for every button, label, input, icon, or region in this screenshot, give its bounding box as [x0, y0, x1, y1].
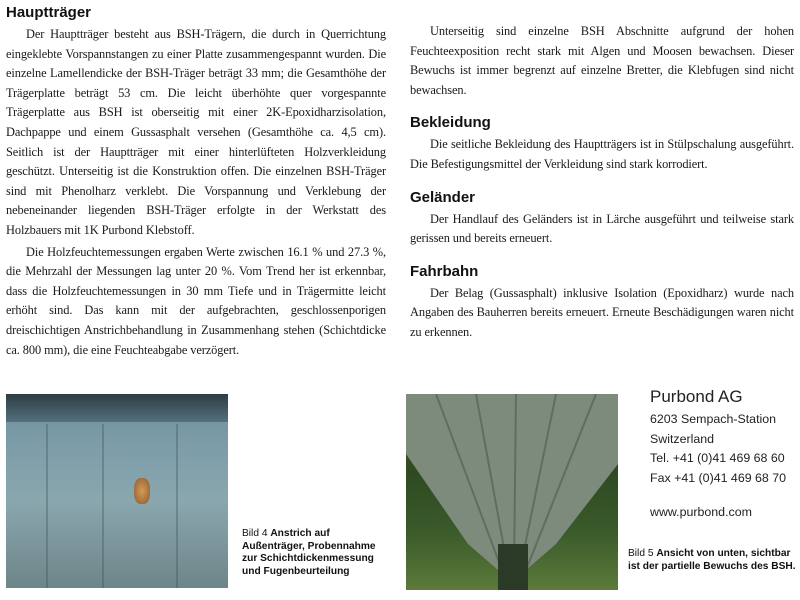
caption-bild-4-text: Anstrich auf Außenträger, Probennahme zur Schichtdickenmessung und Fugenbeurteilung [242, 528, 376, 577]
photo-bridge-drawing [406, 394, 618, 590]
paragraph-fahrbahn: Der Belag (Gussasphalt) inklusive Isolation (Epoxidharz) wurde nach Angaben des Bauherren bereits erneuert. Erneute Beschädigungen waren nicht zu erkennen. [410, 285, 794, 339]
paragraph-bewuchs: Unterseitig sind einzelne BSH Abschnitte aufgrund der hohen Feuchteexposition recht stark mit Algen und Moosen bewachsen. Dieser Bewuchs ist immer begrenzt auf einzelne Bretter, die Klebfugen sind nicht bewachsen. [410, 24, 794, 97]
heading-bekleidung: Bekleidung [410, 114, 491, 132]
photo-streak [46, 424, 48, 588]
photo-bridge-underside [406, 394, 618, 590]
company-name: Purbond AG [650, 387, 743, 406]
caption-bild-5-label: Bild 5 [628, 548, 654, 559]
caption-bild-4-label: Bild 4 [242, 528, 268, 539]
paragraph-haupttraeger-2: Die Holzfeuchtemessungen ergaben Werte zwischen 16.1 % und 27.3 %, die Mehrzahl der Messungen lag unter 20 %. Vom Trend her ist erkennbar, dass die Holzfeuchtemessungen in 30 mm Tiefe und in Trägermitte leicht erhöht sind. Das kann mit der aufgebrachten, geschlossenporigen dreischichtigen Anstrichbehandlung in Zusammenhang stehen (Schichtdicke ca. 800 mm), die eine Feuchteabgabe verzögert. [6, 244, 386, 357]
heading-fahrbahn: Fahrbahn [410, 262, 479, 280]
heading-haupttraeger: Hauptträger [6, 4, 92, 21]
section-gelaender [410, 189, 794, 249]
caption-bild-4 [242, 528, 390, 578]
heading-gelaender: Geländer [410, 188, 476, 206]
section-bekleidung [410, 114, 794, 174]
right-column [410, 22, 794, 357]
company-website: www.purbond.com [650, 505, 752, 519]
company-address-line-2: Switzerland [650, 431, 715, 446]
section-fahrbahn [410, 263, 794, 343]
company-address-line-1: 6203 Sempach-Station [650, 412, 777, 426]
left-column [6, 4, 386, 360]
section-bewuchs [410, 22, 794, 100]
photo-streak [102, 424, 104, 588]
caption-bild-5 [628, 548, 798, 573]
caption-bild-5-text: Ansicht von unten, sichtbar ist der partielle Bewuchs des BSH. [628, 548, 796, 572]
company-address-block [650, 386, 798, 523]
photo-pillar [498, 544, 528, 590]
company-phone: Tel. +41 (0)41 469 68 60 [650, 451, 785, 465]
paragraph-haupttraeger-1: Der Hauptträger besteht aus BSH-Trägern, die durch in Querrichtung eingeklebte Vorspannstangen zu einer Platte zusammengespannt wurden. Die einzelne Lamellendicke der BSH-Träger beträgt 33 mm; die Gesamthöhe der Trägerplatte beträgt 53 cm. Die leicht überhöhte quer vorgespannte Trägerplatte aus BSH ist oberseitig mit einer 2K-Epoxidharzisolation, Dachpappe und einem Gussasphalt versehen (Gesamthöhe ca. 4,5 cm). Seitlich ist der Hauptträger mit einer hinterlüfteten Holzverkleidung geschützt. Unterseitig ist die Konstruktion offen. Die einzelnen BSH-Träger sind mit Phenolharz verklebt. Die Vorspannung und Verklebung der nebeneinander liegenden BSH-Träger erfolgte in der Werkstatt des Holzbauers mit 1K Purbond Klebstoff. [6, 27, 386, 237]
paragraph-gelaender: Der Handlauf des Geländers ist in Lärche ausgeführt und teilweise stark gerissen und bereits erneuert. [410, 211, 794, 246]
photo-girder-edge [6, 394, 228, 422]
photo-streak [176, 424, 178, 588]
paragraph-bekleidung: Die seitliche Bekleidung des Hauptträgers ist in Stülpschalung ausgeführt. Die Befestigungsmittel der Verkleidung sind stark korrodiert. [410, 137, 794, 171]
photo-painted-girder [6, 394, 228, 588]
photo-sample-mark [134, 478, 150, 504]
company-fax: Fax +41 (0)41 469 68 70 [650, 470, 787, 485]
